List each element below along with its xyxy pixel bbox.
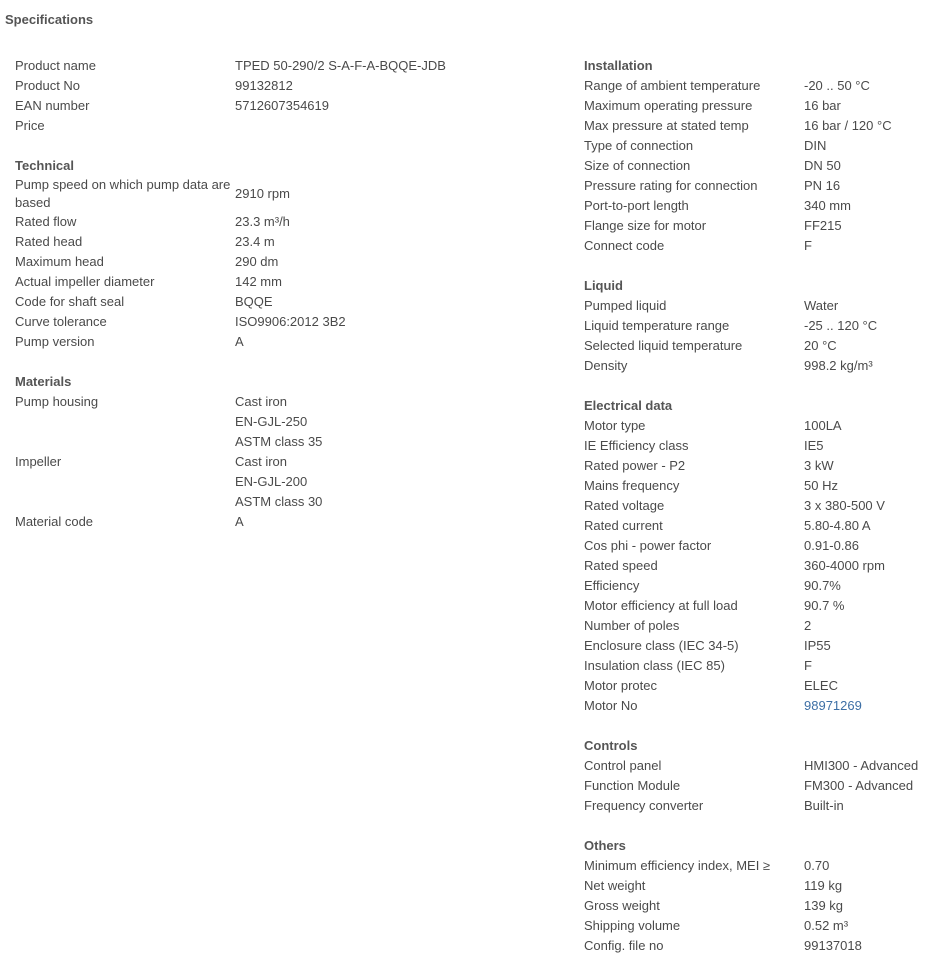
spec-row-mains-frequency <box>584 476 929 496</box>
spec-row-curve-tolerance <box>15 312 555 332</box>
spec-value-line: 90.7 % <box>804 598 845 613</box>
spec-value-line: BQQE <box>235 294 273 309</box>
spec-row-net-weight <box>584 876 929 896</box>
spec-value <box>804 676 838 696</box>
spec-label: Maximum head <box>15 254 104 269</box>
spec-value-line: IE5 <box>804 438 824 453</box>
spec-label: EAN number <box>15 98 90 113</box>
spec-value-line: 2 <box>804 618 812 633</box>
spec-value <box>804 576 841 596</box>
spec-value-line: 100LA <box>804 418 842 433</box>
section-title-controls: Controls <box>584 738 638 753</box>
spec-row-density <box>584 356 929 376</box>
spec-value-line: ASTM class 35 <box>235 434 323 449</box>
spec-row-ie-efficiency-class <box>584 436 929 456</box>
spec-value <box>804 516 871 536</box>
spec-label: Rated flow <box>15 214 77 229</box>
spec-label: Pump speed on which pump data are based <box>15 177 231 210</box>
spec-label: Config. file no <box>584 938 664 953</box>
spec-value-line: A <box>235 334 244 349</box>
spec-value <box>235 184 290 204</box>
spec-label: Max pressure at stated temp <box>584 118 749 133</box>
spec-label: Shipping volume <box>584 918 681 933</box>
spec-label: Size of connection <box>584 158 691 173</box>
spec-label: Code for shaft seal <box>15 294 125 309</box>
spec-value-line: PN 16 <box>804 178 841 193</box>
spec-value <box>804 116 892 136</box>
spec-value <box>804 556 885 576</box>
spec-label: Product name <box>15 58 96 73</box>
spec-label: Price <box>15 118 45 133</box>
spec-row-number-of-poles <box>584 616 929 636</box>
spec-value-line: HMI300 - Advanced <box>804 758 919 773</box>
section-title-technical: Technical <box>15 158 75 173</box>
spec-label: Port-to-port length <box>584 198 689 213</box>
spec-row-control-panel <box>584 756 929 776</box>
spec-label: IE Efficiency class <box>584 438 689 453</box>
spec-row-selected-liquid-temperature <box>584 336 929 356</box>
spec-row-pump-housing <box>15 392 555 452</box>
spec-row-size-of-connection <box>584 156 929 176</box>
spec-value <box>804 136 826 156</box>
spec-value-line: 998.2 kg/m³ <box>804 358 873 373</box>
spec-value <box>804 916 848 936</box>
spec-row-ean-number <box>15 96 555 116</box>
spec-row-type-of-connection <box>584 136 929 156</box>
spec-value-line: -25 .. 120 °C <box>804 318 878 333</box>
spec-value <box>804 656 812 676</box>
spec-label: Impeller <box>15 454 62 469</box>
spec-value-line: 3 x 380-500 V <box>804 498 885 513</box>
section-title-liquid: Liquid <box>584 278 623 293</box>
left-column <box>15 56 555 532</box>
spec-label: Mains frequency <box>584 478 680 493</box>
spec-value <box>804 156 841 176</box>
spec-label: Connect code <box>584 238 665 253</box>
spec-value <box>804 416 842 436</box>
spec-value <box>235 332 244 352</box>
spec-value <box>804 196 851 216</box>
spec-label: Motor No <box>584 698 638 713</box>
spec-label: Range of ambient temperature <box>584 78 761 93</box>
spec-label: Product No <box>15 78 81 93</box>
spec-row-max-pressure-at-stated-temp <box>584 116 929 136</box>
spec-value <box>804 776 913 796</box>
section-title-materials: Materials <box>15 374 72 389</box>
spec-label: Rated speed <box>584 558 658 573</box>
spec-label: Frequency converter <box>584 798 704 813</box>
spec-value-line: DIN <box>804 138 827 153</box>
spec-label: Function Module <box>584 778 681 793</box>
spec-value <box>804 616 811 636</box>
spec-value <box>804 236 812 256</box>
spec-row-efficiency <box>584 576 929 596</box>
spec-label: Pressure rating for connection <box>584 178 758 193</box>
spec-label: Maximum operating pressure <box>584 98 753 113</box>
spec-value <box>804 356 873 376</box>
spec-label: Rated power - P2 <box>584 458 686 473</box>
spec-row-material-code <box>15 512 555 532</box>
spec-row-impeller <box>15 452 555 512</box>
spec-row-minimum-efficiency-index-mei <box>584 856 929 876</box>
spec-value-line: FM300 - Advanced <box>804 778 914 793</box>
spec-label: Enclosure class (IEC 34-5) <box>584 638 739 653</box>
spec-row-gross-weight <box>584 896 929 916</box>
spec-row-rated-voltage <box>584 496 929 516</box>
spec-label: Rated head <box>15 234 83 249</box>
spec-value <box>804 696 862 716</box>
spec-label: Material code <box>15 514 94 529</box>
spec-value-line: IP55 <box>804 638 831 653</box>
spec-value-line: 90.7% <box>804 578 841 593</box>
spec-value <box>235 56 446 76</box>
spec-value <box>235 272 282 292</box>
spec-value <box>235 292 273 312</box>
spec-value-line: EN-GJL-200 <box>235 474 308 489</box>
spec-value <box>804 856 829 876</box>
spec-value-line: EN-GJL-250 <box>235 414 308 429</box>
spec-value <box>804 176 840 196</box>
spec-value <box>235 312 346 332</box>
spec-label: Minimum efficiency index, MEI ≥ <box>584 858 771 873</box>
spec-row-range-of-ambient-temperature <box>584 76 929 96</box>
spec-value <box>804 96 841 116</box>
spec-label: Pump version <box>15 334 95 349</box>
spec-value-line: -20 .. 50 °C <box>804 78 870 93</box>
spec-value <box>804 876 842 896</box>
group-spacer <box>584 716 929 736</box>
spec-row-cos-phi-power-factor <box>584 536 929 556</box>
spec-row-shipping-volume <box>584 916 929 936</box>
spec-row-rated-speed <box>584 556 929 576</box>
spec-row-insulation-class-iec-85 <box>584 656 929 676</box>
spec-label: Density <box>584 358 628 373</box>
group-spacer <box>584 816 929 836</box>
spec-label: Actual impeller diameter <box>15 274 155 289</box>
page-title: Specifications <box>5 12 94 27</box>
spec-value <box>235 76 293 96</box>
spec-row-maximum-operating-pressure <box>584 96 929 116</box>
spec-value <box>804 336 837 356</box>
section-title-installation: Installation <box>584 58 653 73</box>
spec-value <box>804 756 918 776</box>
spec-row-flange-size-for-motor <box>584 216 929 236</box>
spec-row-product-no <box>15 76 555 96</box>
spec-value-line: 340 mm <box>804 198 851 213</box>
spec-value-line: 360-4000 rpm <box>804 558 885 573</box>
spec-value-line: 20 °C <box>804 338 837 353</box>
motor-no-link[interactable]: 98971269 <box>804 698 862 713</box>
spec-label: Efficiency <box>584 578 640 593</box>
spec-value <box>804 896 843 916</box>
spec-label: Motor protec <box>584 678 657 693</box>
spec-row-actual-impeller-diameter <box>15 272 555 292</box>
spec-value <box>804 636 831 656</box>
spec-label: Number of poles <box>584 618 680 633</box>
spec-value-line: 5712607354619 <box>235 98 329 113</box>
spec-label: Gross weight <box>584 898 660 913</box>
spec-value-line: Built-in <box>804 798 844 813</box>
spec-value <box>804 296 838 316</box>
spec-label: Rated voltage <box>584 498 665 513</box>
spec-value <box>235 452 322 512</box>
spec-label: Insulation class (IEC 85) <box>584 658 725 673</box>
spec-row-connect-code <box>584 236 929 256</box>
spec-value-line: 23.4 m <box>235 234 275 249</box>
spec-value <box>804 496 885 516</box>
spec-row-liquid-temperature-range <box>584 316 929 336</box>
spec-label: Curve tolerance <box>15 314 107 329</box>
spec-value-line: 16 bar <box>804 98 841 113</box>
spec-row-pump-version <box>15 332 555 352</box>
spec-row-product-name <box>15 56 555 76</box>
group-spacer <box>584 376 929 396</box>
spec-value <box>804 316 877 336</box>
spec-value <box>804 216 842 236</box>
spec-label: Net weight <box>584 878 646 893</box>
spec-value-line: ASTM class 30 <box>235 494 323 509</box>
spec-row-function-module <box>584 776 929 796</box>
spec-row-motor-protec <box>584 676 929 696</box>
spec-row-code-for-shaft-seal <box>15 292 555 312</box>
spec-row-enclosure-class-iec-34-5 <box>584 636 929 656</box>
spec-row-pumped-liquid <box>584 296 929 316</box>
spec-value-line: FF215 <box>804 218 842 233</box>
spec-value <box>804 456 834 476</box>
section-title-electrical-data: Electrical data <box>584 398 673 413</box>
spec-label: Liquid temperature range <box>584 318 730 333</box>
spec-row-motor-efficiency-at-full-load <box>584 596 929 616</box>
spec-label: Selected liquid temperature <box>584 338 743 353</box>
spec-row-motor-no <box>584 696 929 716</box>
spec-row-rated-current <box>584 516 929 536</box>
spec-value-line: 139 kg <box>804 898 844 913</box>
spec-label: Motor efficiency at full load <box>584 598 738 613</box>
spec-row-frequency-converter <box>584 796 929 816</box>
spec-value-line: F <box>804 658 812 673</box>
spec-row-price <box>15 116 555 136</box>
spec-label: Type of connection <box>584 138 694 153</box>
spec-row-rated-power-p2 <box>584 456 929 476</box>
spec-value <box>235 512 244 532</box>
spec-value <box>235 252 278 272</box>
spec-label: Cos phi - power factor <box>584 538 712 553</box>
spec-value-line: F <box>804 238 812 253</box>
spec-value-line: 16 bar / 120 °C <box>804 118 892 133</box>
spec-label: Flange size for motor <box>584 218 707 233</box>
spec-value-line: 5.80-4.80 A <box>804 518 871 533</box>
spec-value-line: TPED 50-290/2 S-A-F-A-BQQE-JDB <box>235 58 446 73</box>
spec-value-line: ISO9906:2012 3B2 <box>235 314 346 329</box>
spec-value-line: Cast iron <box>235 454 288 469</box>
spec-label: Pump housing <box>15 394 99 409</box>
spec-value <box>804 796 844 816</box>
spec-value-line: 0.70 <box>804 858 830 873</box>
section-title-others: Others <box>584 838 626 853</box>
spec-value <box>235 232 275 252</box>
group-spacer <box>15 136 555 156</box>
spec-value-line: 290 dm <box>235 254 279 269</box>
spec-value-line: 50 Hz <box>804 478 838 493</box>
spec-label: Control panel <box>584 758 662 773</box>
spec-value-line: 142 mm <box>235 274 282 289</box>
spec-value <box>804 536 859 556</box>
spec-value-line: 23.3 m³/h <box>235 214 290 229</box>
spec-value <box>804 936 862 956</box>
spec-row-pump-speed-on-which-pump-data-are-based <box>15 176 555 212</box>
spec-value-line: 0.52 m³ <box>804 918 849 933</box>
spec-row-config-file-no <box>584 936 929 956</box>
spec-value <box>804 76 870 96</box>
group-spacer <box>15 352 555 372</box>
spec-row-motor-type <box>584 416 929 436</box>
spec-label: Rated current <box>584 518 663 533</box>
spec-value-line: 119 kg <box>804 878 843 893</box>
spec-value-line: 99137018 <box>804 938 862 953</box>
spec-row-pressure-rating-for-connection <box>584 176 929 196</box>
spec-row-rated-flow <box>15 212 555 232</box>
spec-value-line: DN 50 <box>804 158 841 173</box>
group-spacer <box>584 256 929 276</box>
spec-value-line: Water <box>804 298 839 313</box>
spec-value <box>804 596 844 616</box>
spec-row-maximum-head <box>15 252 555 272</box>
spec-row-rated-head <box>15 232 555 252</box>
spec-value-line: 3 kW <box>804 458 834 473</box>
right-column <box>584 56 929 956</box>
spec-value <box>235 96 329 116</box>
spec-value-line: A <box>235 514 244 529</box>
spec-value-line: 2910 rpm <box>235 186 290 201</box>
spec-value-line: 99132812 <box>235 78 293 93</box>
spec-value-line: 0.91-0.86 <box>804 538 859 553</box>
spec-value <box>804 436 824 456</box>
spec-label: Pumped liquid <box>584 298 667 313</box>
spec-value-line: ELEC <box>804 678 838 693</box>
spec-value <box>235 212 290 232</box>
spec-label: Motor type <box>584 418 646 433</box>
spec-value-line: Cast iron <box>235 394 288 409</box>
spec-value <box>235 392 322 452</box>
spec-row-port-to-port-length <box>584 196 929 216</box>
spec-value <box>804 476 838 496</box>
